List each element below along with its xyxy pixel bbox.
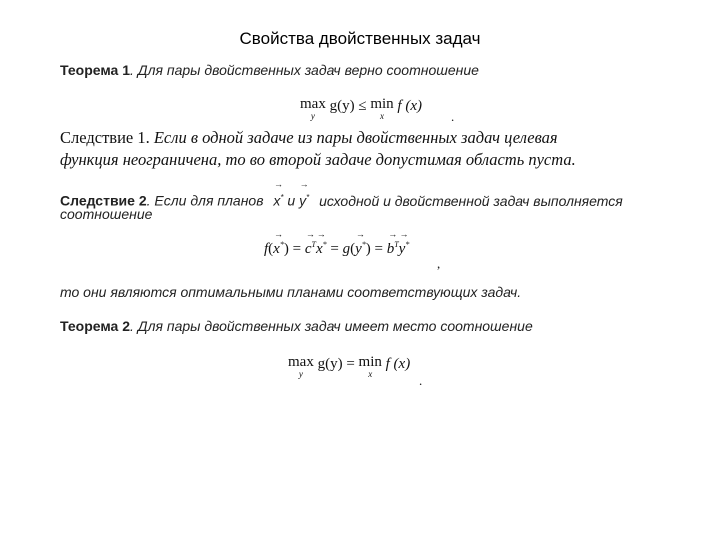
x-vec-1 — [273, 240, 284, 258]
b-vec — [387, 240, 399, 258]
plan-x: x — [273, 192, 281, 209]
c-var: c — [304, 241, 312, 257]
y-var-2: y — [398, 241, 406, 257]
plan-x-star: * — [280, 193, 284, 202]
theorem1-formula — [300, 98, 422, 121]
plan-x-vector — [273, 190, 283, 209]
c-vec — [305, 240, 316, 258]
max-operator: max — [300, 96, 326, 112]
equals-3: = — [374, 241, 383, 257]
x-vec-2 — [316, 240, 327, 258]
corollary2-conclusion-text: то они являются оптимальными планами соответствующих задач. — [60, 284, 522, 300]
corollary2-conclusion — [60, 284, 521, 300]
dual-objective: g(y) — [329, 98, 355, 114]
g-symbol: g — [342, 241, 351, 257]
primal-objective-2: f (x) — [385, 356, 411, 372]
theorem1-formula-period: . — [451, 109, 455, 124]
theorem1-statement — [60, 62, 479, 78]
theorem2-formula-period: . — [419, 373, 423, 388]
corollary2-text-a: . Если для планов — [146, 192, 264, 209]
relation-sign: ≤ — [358, 98, 367, 114]
theorem2-formula — [288, 356, 410, 379]
corollary2-text-b: исходной и двойственной задач выполняется — [319, 192, 623, 209]
corollary1-text2: функция неограничена, то во второй задаче допустимая область пуста. — [60, 150, 576, 169]
theorem2-statement — [60, 318, 533, 334]
c-transpose: T — [311, 240, 316, 249]
max-operator-2: max — [288, 354, 314, 370]
slide-title: Свойства двойственных задач — [239, 29, 481, 48]
equality-sign: = — [346, 356, 355, 372]
y-vec-1 — [355, 240, 366, 258]
x-var: x — [273, 241, 280, 257]
f-symbol: f — [264, 241, 269, 257]
b-transpose: T — [394, 240, 399, 249]
primal-objective: f (x) — [397, 98, 422, 114]
x-star: * — [279, 240, 284, 249]
corollary1-text1: Если в одной задаче из пары двойственных задач целевая — [153, 128, 558, 147]
min-subscript: x — [379, 111, 384, 121]
theorem1-label: Теорема 1 — [60, 62, 130, 78]
equals-2: = — [330, 241, 339, 257]
corollary2-line2 — [60, 206, 152, 222]
corollary2-formula-comma: , — [437, 256, 441, 271]
b-var: b — [386, 241, 395, 257]
conjunction: и — [287, 192, 296, 209]
max-subscript: y — [310, 111, 315, 121]
y-star: * — [361, 240, 366, 249]
min-operator: min — [370, 96, 394, 112]
corollary2-formula: f(→ x*) = → $c^T\to x^* = g(\to y^*)$ = → $b^T\to y^*$ — [264, 240, 409, 258]
corollary2-label: Следствие 2 — [60, 192, 147, 209]
min-subscript-2: x — [368, 369, 373, 379]
y-star-2: * — [405, 240, 410, 249]
theorem2-label: Теорема 2 — [60, 318, 130, 334]
max-subscript-2: y — [298, 369, 303, 379]
x-star-2: * — [322, 240, 327, 249]
theorem2-text: . Для пары двойственных задач имеет место соотношение — [129, 318, 533, 334]
theorem1-text: . Для пары двойственных задач верно соотношение — [129, 62, 479, 78]
corollary1-line2 — [60, 150, 576, 170]
corollary1-label: Следствие 1. — [60, 128, 150, 147]
y-vec-2 — [399, 240, 410, 258]
corollary1-line1 — [60, 128, 558, 148]
x-var-2: x — [315, 241, 323, 257]
equals-1: = — [292, 241, 302, 257]
plan-y-star: * — [306, 193, 310, 202]
plan-y: y — [299, 192, 307, 209]
plan-y-vector — [299, 190, 309, 209]
dual-objective-2: g(y) — [317, 356, 343, 372]
corollary2-text-relation: соотношение — [60, 206, 153, 222]
min-operator-2: min — [358, 354, 382, 370]
y-var: y — [355, 241, 362, 257]
